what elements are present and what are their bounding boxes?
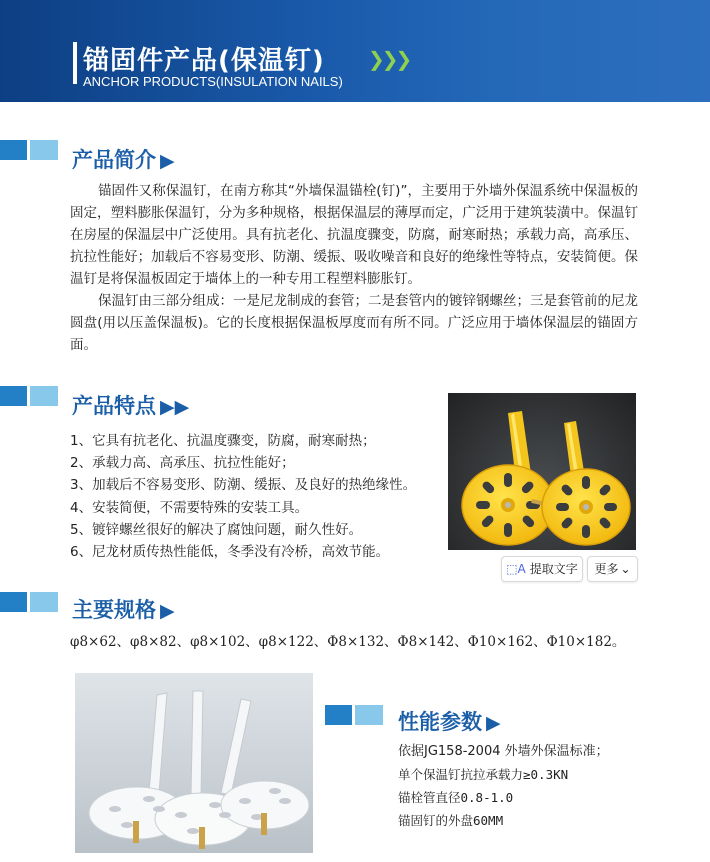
double-arrow-right-icon: ▶▶ <box>160 396 190 418</box>
performance-heading: 性能参数 ▶ <box>398 710 501 734</box>
intro-heading: 产品简介 ▶ <box>72 148 175 172</box>
more-button[interactable]: 更多 ⌄ <box>587 556 638 582</box>
list-item: 锚栓管直径0.8-1.0 <box>398 790 514 805</box>
product-photo-white-nails <box>75 673 313 853</box>
intro-paragraph: 保温钉由三部分组成：一是尼龙制成的套管；二是套管内的镀锌钢螺丝；三是套管前的尼龙圆盘(用以压盖保温板)。它的长度根据保温板厚度而有所不同。广泛应用于墙体保温层的锚固方面。 <box>70 293 638 353</box>
section-decoration <box>0 386 58 406</box>
list-item: 1、它具有抗老化、抗温度骤变，防腐，耐寒耐热； <box>70 433 376 449</box>
list-item: 单个保温钉抗拉承载力≥0.3KN <box>398 767 569 782</box>
banner-subtitle: ANCHOR PRODUCTS(INSULATION NAILS) <box>83 74 343 89</box>
list-item: 依据JG158-2004 外墙外保温标准； <box>398 744 609 759</box>
arrow-right-icon: ▶ <box>160 600 175 622</box>
arrow-right-icon: ▶ <box>486 712 501 734</box>
text-extract-icon: ⬚A <box>506 562 526 576</box>
performance-list <box>398 740 698 832</box>
chevron-down-icon: ⌄ <box>620 562 631 576</box>
list-item: 6、尼龙材质传热性能低，冬季没有冷桥，高效节能。 <box>70 544 390 561</box>
banner-title: 锚固件产品(保温钉) <box>83 46 325 76</box>
features-heading: 产品特点 ▶▶ <box>72 394 190 418</box>
arrow-right-icon: ▶ <box>160 150 175 172</box>
section-decoration <box>0 592 58 612</box>
list-item: 3、加载后不容易变形、防潮、缓振、及良好的热绝缘性。 <box>70 477 417 494</box>
list-item: 锚固钉的外盘60MM <box>398 813 504 828</box>
features-list <box>70 430 440 563</box>
intro-paragraph: 锚固件又称保温钉，在南方称其“外墙保温锚栓(钉)”，主要用于外墙外保温系统中保温板的固定，塑料膨胀保温钉，分为多种规格，根据保温层的薄厚而定，广泛用于建筑装潢中。保温钉在房屋的保温层中广泛使用。具有抗老化、抗温度骤变，防腐，耐寒耐热；承载力高，高承压、抗拉性能好；加载后不容易变形、防潮、缓振、吸收噪音和良好的绝缘性等特点，安装简便。保温钉是将保温板固定于墙体上的一种专用工程塑料膨胀钉。 <box>70 183 638 287</box>
product-photo-yellow-nails <box>448 393 636 550</box>
list-item: 5、镀锌螺丝很好的解决了腐蚀问题，耐久性好。 <box>70 521 363 538</box>
page-banner <box>0 0 710 102</box>
section-decoration <box>325 705 383 725</box>
list-item: 2、承载力高、高承压、抗拉性能好； <box>70 455 295 472</box>
list-item: 4、安装简便，不需要特殊的安装工具。 <box>70 499 309 516</box>
chevrons-icon: ❯❯❯ <box>368 47 410 71</box>
specs-heading: 主要规格 ▶ <box>72 598 175 622</box>
specs-text: φ8×62、φ8×82、φ8×102、φ8×122、Φ8×132、Φ8×142、Φ10×162、Φ10×182。 <box>70 634 626 650</box>
section-decoration <box>0 140 58 160</box>
banner-accent-bar <box>73 42 77 84</box>
extract-text-button[interactable]: ⬚A 提取文字 <box>501 556 583 582</box>
